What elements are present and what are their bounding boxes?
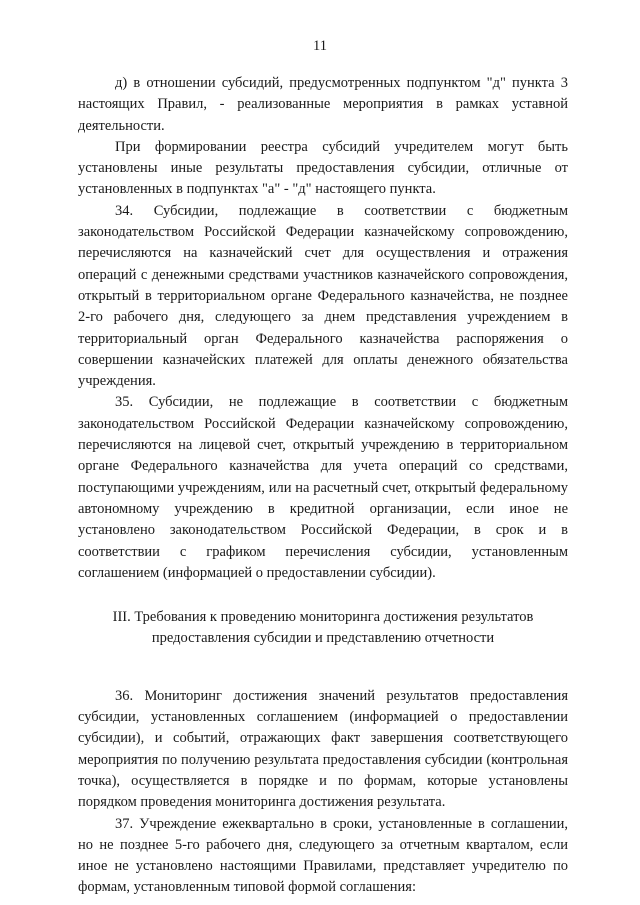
paragraph-34: 34. Субсидии, подлежащие в соответствии с бюджетным законодательством Российской Федерации казначейскому сопровождению, перечисляются на казначейский счет для осуществления и отражения операций с денежными средствами участников казначейского сопровождения, открытый в территориальном органе Федерального казначейства, не позднее 2-го рабочего дня, следующего за днем представления учреждением в территориальный орган Федерального казначейства распоряжения о совершении казначейских платежей для оплаты денежного обязательства учреждения. bbox=[78, 202, 568, 390]
document-body bbox=[78, 73, 568, 899]
section-heading-line-1: III. Требования к проведению мониторинга достижения результатов bbox=[112, 609, 534, 626]
section-heading bbox=[78, 607, 568, 650]
section-heading-line-2: предоставления субсидии и представлению отчетности bbox=[151, 630, 495, 647]
paragraph-37: 37. Учреждение ежеквартально в сроки, установленные в соглашении, но не позднее 5-го рабочего дня, следующего за отчетным кварталом, если иное не установлено настоящими Правилами, представляет учредителю по формам, установленным типовой формой соглашения: bbox=[78, 815, 568, 896]
paragraph-33-d: д) в отношении субсидий, предусмотренных подпунктом "д" пункта 3 настоящих Правил, - реализованные мероприятия в рамках уставной деятельности. bbox=[78, 75, 568, 134]
paragraph-35: 35. Субсидии, не подлежащие в соответствии с бюджетным законодательством Российской Федерации казначейскому сопровождению, перечисляются на лицевой счет, открытый учреждению в территориальном органе Федерального казначейства для учета операций со средствами, поступающими учреждениям, или на расчетный счет, открытый федеральному автономному учреждению в кредитной организации, если иное не установлено законодательством Российской Федерации, в срок и в соответствии с графиком перечисления субсидии, установленным соглашением (информацией о предоставлении субсидии). bbox=[78, 394, 568, 581]
paragraph-36: 36. Мониторинг достижения значений результатов предоставления субсидии, установленных соглашением (информацией о предоставлении субсидии), и событий, отражающих факт завершения соответствующего мероприятия по получению результата предоставления субсидии (контрольная точка), осуществляется в порядке и по формам, которые установлены порядком проведения мониторинга достижения результата. bbox=[78, 687, 568, 811]
paragraph-registry-results: При формировании реестра субсидий учредителем могут быть установлены иные результаты предоставления субсидии, отличные от установленных в подпунктах "а" - "д" настоящего пункта. bbox=[78, 138, 568, 198]
page-number: 11 bbox=[313, 38, 327, 54]
